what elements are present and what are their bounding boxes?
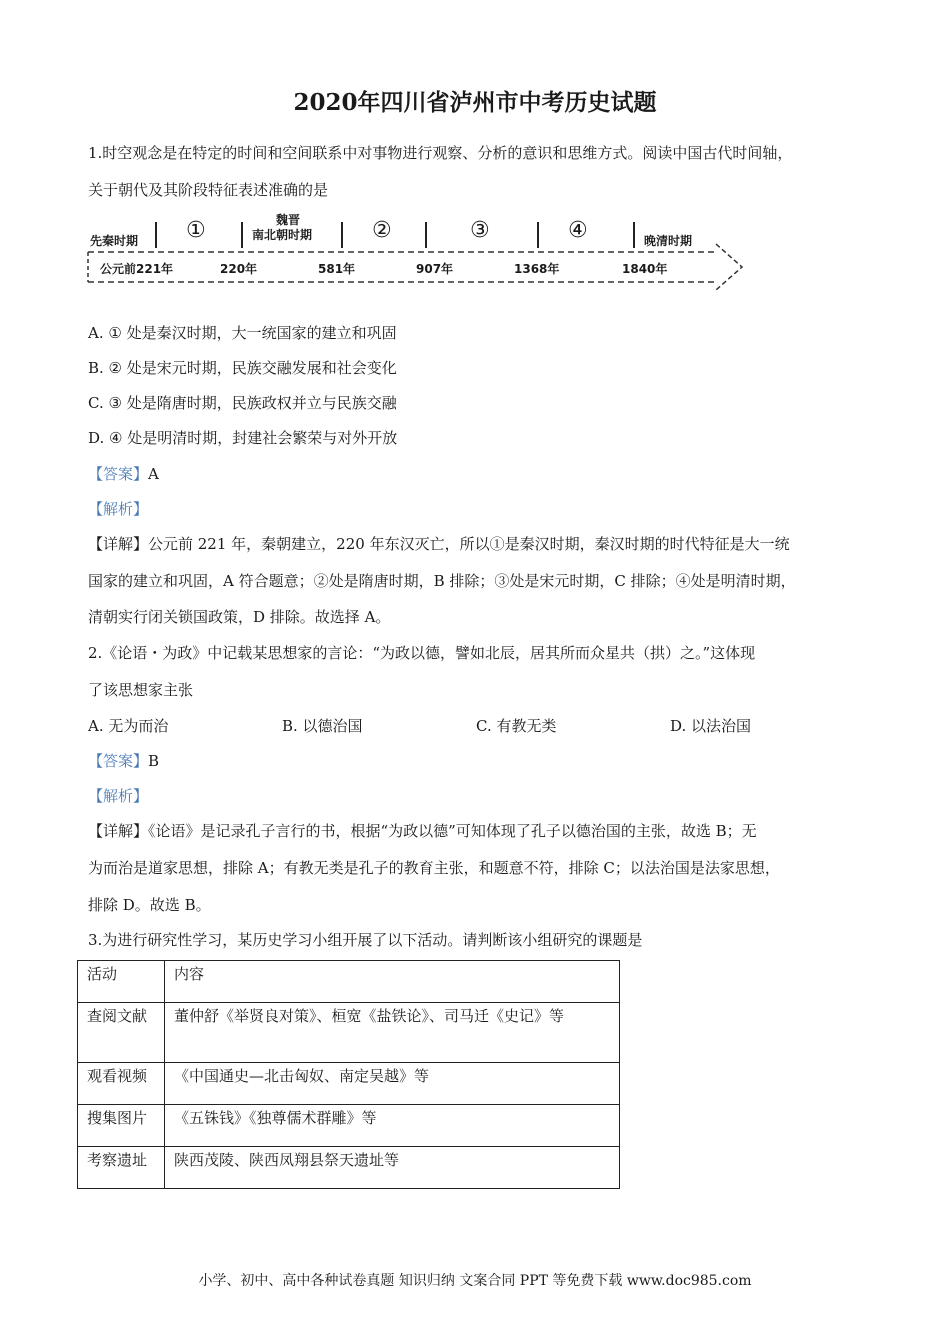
- period-marker-2: ②: [372, 218, 392, 243]
- answer-tag: 【答案】: [88, 752, 149, 770]
- table-row: [78, 1105, 620, 1147]
- period-marker-4: ④: [568, 218, 588, 243]
- q2-stem-line2: 了该思想家主张: [88, 681, 194, 699]
- table-cell: 观看视频: [78, 1063, 165, 1105]
- q2-detail-line2: 为而治是道家思想，排除 A；有教无类是孔子的教育主张，和题意不符，排除 C；以法治国是法家思想，: [88, 859, 780, 877]
- q1-detail-line2: 国家的建立和巩固，A 符合题意；②处是隋唐时期，B 排除；③处是宋元时期，C 排除；④处是明清时期，: [88, 572, 796, 590]
- period-marker-3: ③: [470, 218, 490, 243]
- period-marker-1: ①: [186, 218, 206, 243]
- q1-answer: [88, 463, 159, 484]
- q2-answer: [88, 750, 159, 771]
- q1-option-b: B. ② 处是宋元时期，民族交融发展和社会变化: [88, 359, 397, 377]
- q2-option-d: D. 以法治国: [670, 717, 752, 735]
- table-cell: 陕西茂陵、陕西凤翔县祭天遗址等: [165, 1147, 620, 1189]
- table-row: [78, 1063, 620, 1105]
- year-label: 1840年: [622, 262, 668, 276]
- q2-analysis-tag: 【解析】: [88, 787, 149, 805]
- year-label: 220年: [220, 262, 258, 276]
- page-title: 2020年四川省泸州市中考历史试题: [293, 89, 657, 116]
- q1-option-c: C. ③ 处是隋唐时期，民族政权并立与民族交融: [88, 394, 397, 412]
- table-cell: 《中国通史—北击匈奴、南定吴越》等: [165, 1063, 620, 1105]
- q2-detail-line3: 排除 D。故选 B。: [88, 896, 211, 914]
- q2-option-b: B. 以德治国: [282, 717, 363, 735]
- q2-option-a: A. 无为而治: [88, 717, 169, 735]
- year-label: 581年: [318, 262, 356, 276]
- answer-value: B: [148, 752, 160, 770]
- year-label: 公元前221年: [100, 262, 174, 276]
- table-row: [78, 1003, 620, 1063]
- period-weijin: 魏晋: [276, 213, 301, 227]
- table-cell: 董仲舒《举贤良对策》、桓宽《盐铁论》、司马迁《史记》等: [165, 1003, 620, 1063]
- period-northern-southern: 南北朝时期: [252, 228, 313, 242]
- q1-option-d: D. ④ 处是明清时期，封建社会繁荣与对外开放: [88, 429, 398, 447]
- table-cell: 查阅文献: [78, 1003, 165, 1063]
- q1-analysis-tag: 【解析】: [88, 500, 149, 518]
- q1-option-a: A. ① 处是秦汉时期，大一统国家的建立和巩固: [88, 324, 397, 342]
- period-late-qing: 晚清时期: [644, 234, 693, 248]
- answer-tag: 【答案】: [88, 465, 149, 483]
- table-header-row: [78, 961, 620, 1003]
- page-footer: 小学、初中、高中各种试卷真题 知识归纳 文案合同 PPT 等免费下载 www.doc985.com: [198, 1273, 752, 1289]
- q2-option-c: C. 有教无类: [476, 717, 557, 735]
- table-cell: 考察遗址: [78, 1147, 165, 1189]
- q1-detail-line3: 清朝实行闭关锁国政策，D 排除。故选择 A。: [88, 608, 391, 626]
- q3-stem: 3.为进行研究性学习，某历史学习小组开展了以下活动。请判断该小组研究的课题是: [88, 931, 643, 949]
- q2-stem-line1: 2.《论语・为政》中记载某思想家的言论：“为政以德，譬如北辰，居其所而众星共（拱）之。”这体现: [88, 644, 756, 662]
- timeline-diagram: [86, 208, 756, 298]
- table-cell: 搜集图片: [78, 1105, 165, 1147]
- answer-value: A: [148, 465, 159, 483]
- period-pre-qin: 先秦时期: [90, 234, 139, 248]
- year-label: 907年: [416, 262, 454, 276]
- table-cell: 活动: [78, 961, 165, 1003]
- activity-table: [77, 960, 620, 1189]
- q1-stem-line1: 1.时空观念是在特定的时间和空间联系中对事物进行观察、分析的意识和思维方式。阅读中国古代时间轴，: [88, 144, 793, 162]
- q2-detail-line1: 【详解】《论语》是记录孔子言行的书，根据“为政以德”可知体现了孔子以德治国的主张，故选 B；无: [88, 822, 757, 840]
- table-cell: 内容: [165, 961, 620, 1003]
- q1-detail-line1: 【详解】公元前 221 年，秦朝建立，220 年东汉灭亡，所以①是秦汉时期，秦汉时期的时代特征是大一统: [88, 535, 790, 553]
- table-cell: 《五铢钱》《独尊儒术群雕》等: [165, 1105, 620, 1147]
- year-label: 1368年: [514, 262, 560, 276]
- q1-stem-line2: 关于朝代及其阶段特征表述准确的是: [88, 181, 329, 199]
- table-row: [78, 1147, 620, 1189]
